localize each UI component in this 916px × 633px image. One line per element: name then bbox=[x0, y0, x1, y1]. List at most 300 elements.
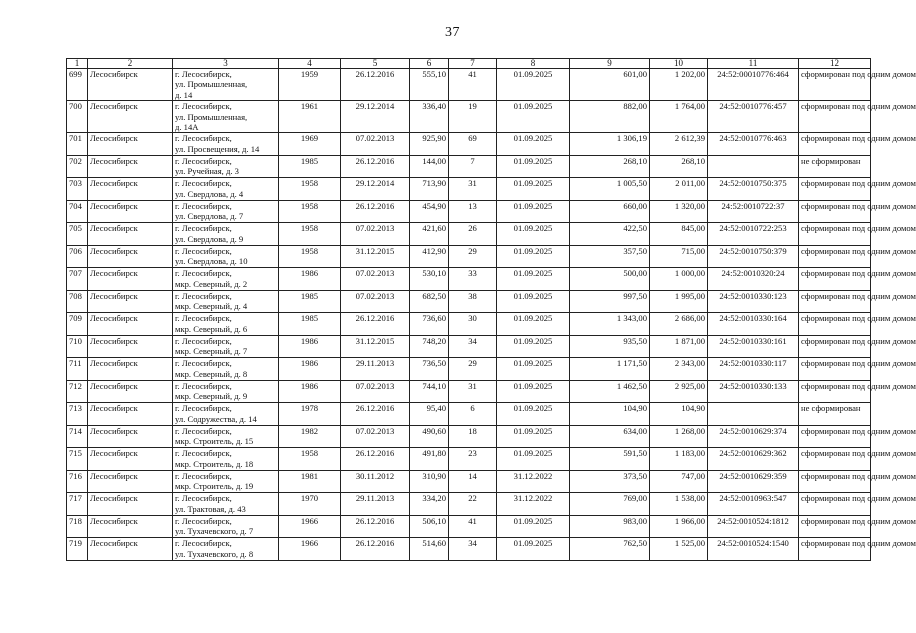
area-cell: 736,60 bbox=[410, 313, 449, 336]
value-cell: 1 268,00 bbox=[650, 425, 708, 448]
municipality-cell: Лесосибирск bbox=[88, 313, 173, 336]
address-cell bbox=[173, 101, 279, 133]
municipality-cell: Лесосибирск bbox=[88, 268, 173, 291]
value-cell: 983,00 bbox=[570, 515, 650, 538]
address-cell bbox=[173, 290, 279, 313]
due-date-cell: 01.09.2025 bbox=[497, 101, 570, 133]
address-line: ул. Свердлова, д. 10 bbox=[175, 256, 248, 267]
municipality-cell: Лесосибирск bbox=[88, 101, 173, 133]
address-cell bbox=[173, 200, 279, 223]
municipality-cell: Лесосибирск bbox=[88, 178, 173, 201]
date-cell: 07.02.2013 bbox=[341, 223, 410, 246]
address-line: г. Лесосибирск, bbox=[175, 448, 232, 459]
value-cell: 1 871,00 bbox=[650, 335, 708, 358]
count-cell: 26 bbox=[449, 223, 497, 246]
address-line: г. Лесосибирск, bbox=[175, 133, 232, 144]
row-number-cell: 718 bbox=[67, 515, 88, 538]
status-cell: сформирован под одним домом bbox=[799, 515, 871, 538]
row-number-cell: 699 bbox=[67, 69, 88, 101]
date-cell: 26.12.2016 bbox=[341, 313, 410, 336]
date-cell: 26.12.2016 bbox=[341, 200, 410, 223]
due-date-cell: 01.09.2025 bbox=[497, 223, 570, 246]
status-cell: сформирован под одним домом bbox=[799, 268, 871, 291]
count-cell: 14 bbox=[449, 470, 497, 493]
value-cell: 591,50 bbox=[570, 448, 650, 471]
address-cell bbox=[173, 358, 279, 381]
value-cell: 715,00 bbox=[650, 245, 708, 268]
year-cell: 1985 bbox=[279, 313, 341, 336]
column-header: 12 bbox=[799, 59, 871, 69]
count-cell: 31 bbox=[449, 380, 497, 403]
value-cell: 1 320,00 bbox=[650, 200, 708, 223]
table-row bbox=[67, 335, 871, 358]
status-cell: сформирован под одним домом bbox=[799, 380, 871, 403]
count-cell: 69 bbox=[449, 133, 497, 156]
status-cell: сформирован под одним домом bbox=[799, 538, 871, 561]
row-number-cell: 706 bbox=[67, 245, 88, 268]
year-cell: 1981 bbox=[279, 470, 341, 493]
address-line: г. Лесосибирск, bbox=[175, 515, 232, 526]
row-number-cell: 719 bbox=[67, 538, 88, 561]
table-row bbox=[67, 200, 871, 223]
count-cell: 34 bbox=[449, 335, 497, 358]
count-cell: 34 bbox=[449, 538, 497, 561]
due-date-cell: 01.09.2025 bbox=[497, 155, 570, 178]
due-date-cell: 01.09.2025 bbox=[497, 245, 570, 268]
table-row bbox=[67, 178, 871, 201]
column-header: 10 bbox=[650, 59, 708, 69]
address-line: г. Лесосибирск, bbox=[175, 425, 232, 436]
table-header bbox=[67, 59, 871, 69]
address-line: г. Лесосибирск, bbox=[175, 380, 232, 391]
row-number-cell: 707 bbox=[67, 268, 88, 291]
date-cell: 07.02.2013 bbox=[341, 268, 410, 291]
year-cell: 1966 bbox=[279, 515, 341, 538]
status-cell: сформирован под одним домом bbox=[799, 470, 871, 493]
column-header: 7 bbox=[449, 59, 497, 69]
municipality-cell: Лесосибирск bbox=[88, 493, 173, 516]
row-number-cell: 714 bbox=[67, 425, 88, 448]
column-header: 11 bbox=[708, 59, 799, 69]
cadastral-number-cell: 24:52:00010776:464 bbox=[708, 69, 799, 101]
address-line: ул. Свердлова, д. 7 bbox=[175, 211, 244, 222]
column-header: 3 bbox=[173, 59, 279, 69]
value-cell: 1 764,00 bbox=[650, 101, 708, 133]
date-cell: 26.12.2016 bbox=[341, 448, 410, 471]
area-cell: 334,20 bbox=[410, 493, 449, 516]
address-line: г. Лесосибирск, bbox=[175, 268, 232, 279]
year-cell: 1982 bbox=[279, 425, 341, 448]
count-cell: 29 bbox=[449, 358, 497, 381]
area-cell: 555,10 bbox=[410, 69, 449, 101]
row-number-cell: 709 bbox=[67, 313, 88, 336]
address-line: г. Лесосибирск, bbox=[175, 538, 232, 549]
value-cell: 601,00 bbox=[570, 69, 650, 101]
status-cell: сформирован под одним домом bbox=[799, 493, 871, 516]
municipality-cell: Лесосибирск bbox=[88, 448, 173, 471]
column-header: 1 bbox=[67, 59, 88, 69]
date-cell: 29.12.2014 bbox=[341, 178, 410, 201]
area-cell: 310,90 bbox=[410, 470, 449, 493]
table-row bbox=[67, 313, 871, 336]
cadastral-number-cell bbox=[708, 403, 799, 426]
address-line: мкр. Северный, д. 7 bbox=[175, 346, 248, 357]
address-cell bbox=[173, 448, 279, 471]
count-cell: 41 bbox=[449, 515, 497, 538]
area-cell: 95,40 bbox=[410, 403, 449, 426]
table-row bbox=[67, 380, 871, 403]
address-line: г. Лесосибирск, bbox=[175, 200, 232, 211]
count-cell: 23 bbox=[449, 448, 497, 471]
due-date-cell: 01.09.2025 bbox=[497, 69, 570, 101]
count-cell: 29 bbox=[449, 245, 497, 268]
address-line: г. Лесосибирск, bbox=[175, 493, 232, 504]
status-cell: сформирован под одним домом bbox=[799, 290, 871, 313]
municipality-cell: Лесосибирск bbox=[88, 538, 173, 561]
address-line: д. 14А bbox=[175, 122, 199, 133]
count-cell: 38 bbox=[449, 290, 497, 313]
date-cell: 31.12.2015 bbox=[341, 245, 410, 268]
table-row bbox=[67, 155, 871, 178]
cadastral-number-cell: 24:52:0010629:362 bbox=[708, 448, 799, 471]
cadastral-number-cell: 24:52:0010330:117 bbox=[708, 358, 799, 381]
date-cell: 26.12.2016 bbox=[341, 538, 410, 561]
column-header: 5 bbox=[341, 59, 410, 69]
date-cell: 07.02.2013 bbox=[341, 133, 410, 156]
cadastral-number-cell: 24:52:0010776:457 bbox=[708, 101, 799, 133]
status-cell: сформирован под одним домом bbox=[799, 200, 871, 223]
status-cell: сформирован под одним домом bbox=[799, 358, 871, 381]
value-cell: 2 011,00 bbox=[650, 178, 708, 201]
address-line: г. Лесосибирск, bbox=[175, 335, 232, 346]
municipality-cell: Лесосибирск bbox=[88, 223, 173, 246]
table-body bbox=[67, 69, 916, 561]
value-cell: 2 925,00 bbox=[650, 380, 708, 403]
value-cell: 1 171,50 bbox=[570, 358, 650, 381]
column-header: 8 bbox=[497, 59, 570, 69]
cadastral-number-cell: 24:52:0010524:1812 bbox=[708, 515, 799, 538]
address-line: мкр. Северный, д. 6 bbox=[175, 323, 248, 334]
page-number: 37 bbox=[445, 25, 460, 40]
status-cell: сформирован под одним домом bbox=[799, 223, 871, 246]
value-cell: 500,00 bbox=[570, 268, 650, 291]
year-cell: 1978 bbox=[279, 403, 341, 426]
status-cell: сформирован под одним домом bbox=[799, 245, 871, 268]
value-cell: 997,50 bbox=[570, 290, 650, 313]
due-date-cell: 01.09.2025 bbox=[497, 515, 570, 538]
table-row bbox=[67, 538, 871, 561]
area-cell: 736,50 bbox=[410, 358, 449, 381]
date-cell: 29.11.2013 bbox=[341, 493, 410, 516]
cadastral-number-cell: 24:52:0010330:161 bbox=[708, 335, 799, 358]
year-cell: 1958 bbox=[279, 448, 341, 471]
address-line: ул. Промышленная, bbox=[175, 79, 248, 90]
table-row bbox=[67, 133, 871, 156]
value-cell: 268,10 bbox=[570, 155, 650, 178]
municipality-cell: Лесосибирск bbox=[88, 245, 173, 268]
cadastral-number-cell: 24:52:0010722:37 bbox=[708, 200, 799, 223]
address-line: мкр. Северный, д. 9 bbox=[175, 391, 248, 402]
cadastral-number-cell: 24:52:0010776:463 bbox=[708, 133, 799, 156]
date-cell: 26.12.2016 bbox=[341, 403, 410, 426]
area-cell: 336,40 bbox=[410, 101, 449, 133]
area-cell: 144,00 bbox=[410, 155, 449, 178]
address-line: г. Лесосибирск, bbox=[175, 290, 232, 301]
value-cell: 762,50 bbox=[570, 538, 650, 561]
municipality-cell: Лесосибирск bbox=[88, 133, 173, 156]
date-cell: 07.02.2013 bbox=[341, 425, 410, 448]
row-number-cell: 716 bbox=[67, 470, 88, 493]
value-cell: 1 000,00 bbox=[650, 268, 708, 291]
date-cell: 29.11.2013 bbox=[341, 358, 410, 381]
value-cell: 104,90 bbox=[650, 403, 708, 426]
status-cell: сформирован под одним домом bbox=[799, 178, 871, 201]
table-row bbox=[67, 358, 871, 381]
address-line: ул. Свердлова, д. 4 bbox=[175, 188, 244, 199]
register-table bbox=[66, 58, 916, 561]
column-header: 6 bbox=[410, 59, 449, 69]
area-cell: 682,50 bbox=[410, 290, 449, 313]
address-cell bbox=[173, 538, 279, 561]
status-cell: сформирован под одним домом bbox=[799, 425, 871, 448]
value-cell: 1 343,00 bbox=[570, 313, 650, 336]
value-cell: 104,90 bbox=[570, 403, 650, 426]
value-cell: 2 686,00 bbox=[650, 313, 708, 336]
status-cell: сформирован под одним домом bbox=[799, 313, 871, 336]
date-cell: 31.12.2015 bbox=[341, 335, 410, 358]
cadastral-number-cell: 24:52:0010330:123 bbox=[708, 290, 799, 313]
address-line: г. Лесосибирск, bbox=[175, 470, 232, 481]
cadastral-number-cell: 24:52:0010524:1540 bbox=[708, 538, 799, 561]
address-line: мкр. Строитель, д. 19 bbox=[175, 481, 254, 492]
due-date-cell: 01.09.2025 bbox=[497, 403, 570, 426]
table-row bbox=[67, 448, 871, 471]
area-cell: 744,10 bbox=[410, 380, 449, 403]
date-cell: 30.11.2012 bbox=[341, 470, 410, 493]
address-cell bbox=[173, 178, 279, 201]
table-row bbox=[67, 493, 871, 516]
value-cell: 357,50 bbox=[570, 245, 650, 268]
table-row bbox=[67, 69, 871, 101]
table-row bbox=[67, 245, 871, 268]
value-cell: 660,00 bbox=[570, 200, 650, 223]
due-date-cell: 01.09.2025 bbox=[497, 538, 570, 561]
date-cell: 26.12.2016 bbox=[341, 515, 410, 538]
year-cell: 1958 bbox=[279, 223, 341, 246]
area-cell: 491,80 bbox=[410, 448, 449, 471]
address-cell bbox=[173, 403, 279, 426]
address-cell bbox=[173, 313, 279, 336]
value-cell: 1 995,00 bbox=[650, 290, 708, 313]
row-number-cell: 713 bbox=[67, 403, 88, 426]
year-cell: 1958 bbox=[279, 200, 341, 223]
address-line: г. Лесосибирск, bbox=[175, 358, 232, 369]
value-cell: 1 525,00 bbox=[650, 538, 708, 561]
area-cell: 925,90 bbox=[410, 133, 449, 156]
value-cell: 769,00 bbox=[570, 493, 650, 516]
row-number-cell: 700 bbox=[67, 101, 88, 133]
count-cell: 31 bbox=[449, 178, 497, 201]
municipality-cell: Лесосибирск bbox=[88, 425, 173, 448]
value-cell: 373,50 bbox=[570, 470, 650, 493]
address-line: мкр. Северный, д. 2 bbox=[175, 278, 248, 289]
year-cell: 1985 bbox=[279, 290, 341, 313]
municipality-cell: Лесосибирск bbox=[88, 290, 173, 313]
table-row bbox=[67, 403, 871, 426]
value-cell: 882,00 bbox=[570, 101, 650, 133]
year-cell: 1958 bbox=[279, 245, 341, 268]
address-line: г. Лесосибирск, bbox=[175, 223, 232, 234]
year-cell: 1986 bbox=[279, 358, 341, 381]
row-number-cell: 702 bbox=[67, 155, 88, 178]
date-cell: 26.12.2016 bbox=[341, 155, 410, 178]
due-date-cell: 01.09.2025 bbox=[497, 178, 570, 201]
row-number-cell: 703 bbox=[67, 178, 88, 201]
due-date-cell: 01.09.2025 bbox=[497, 425, 570, 448]
row-number-cell: 701 bbox=[67, 133, 88, 156]
value-cell: 1 202,00 bbox=[650, 69, 708, 101]
count-cell: 13 bbox=[449, 200, 497, 223]
address-line: г. Лесосибирск, bbox=[175, 155, 232, 166]
area-cell: 421,60 bbox=[410, 223, 449, 246]
address-line: мкр. Строитель, д. 18 bbox=[175, 458, 254, 469]
table-row bbox=[67, 268, 871, 291]
address-cell bbox=[173, 69, 279, 101]
date-cell: 07.02.2013 bbox=[341, 380, 410, 403]
row-number-cell: 705 bbox=[67, 223, 88, 246]
table-row bbox=[67, 223, 871, 246]
address-line: ул. Свердлова, д. 9 bbox=[175, 233, 244, 244]
municipality-cell: Лесосибирск bbox=[88, 470, 173, 493]
address-line: г. Лесосибирск, bbox=[175, 69, 232, 79]
due-date-cell: 01.09.2025 bbox=[497, 448, 570, 471]
row-number-cell: 712 bbox=[67, 380, 88, 403]
municipality-cell: Лесосибирск bbox=[88, 155, 173, 178]
value-cell: 845,00 bbox=[650, 223, 708, 246]
count-cell: 18 bbox=[449, 425, 497, 448]
status-cell: сформирован под одним домом bbox=[799, 101, 871, 133]
table-row bbox=[67, 290, 871, 313]
row-number-cell: 711 bbox=[67, 358, 88, 381]
status-cell: не сформирован bbox=[799, 403, 871, 426]
address-line: мкр. Северный, д. 8 bbox=[175, 368, 248, 379]
address-cell bbox=[173, 133, 279, 156]
row-number-cell: 708 bbox=[67, 290, 88, 313]
count-cell: 30 bbox=[449, 313, 497, 336]
area-cell: 454,90 bbox=[410, 200, 449, 223]
address-line: ул. Просвещения, д. 14 bbox=[175, 143, 260, 154]
count-cell: 6 bbox=[449, 403, 497, 426]
area-cell: 412,90 bbox=[410, 245, 449, 268]
table-row bbox=[67, 515, 871, 538]
count-cell: 19 bbox=[449, 101, 497, 133]
due-date-cell: 01.09.2025 bbox=[497, 335, 570, 358]
value-cell: 1 005,50 bbox=[570, 178, 650, 201]
area-cell: 490,60 bbox=[410, 425, 449, 448]
cadastral-number-cell: 24:52:0010750:379 bbox=[708, 245, 799, 268]
date-cell: 29.12.2014 bbox=[341, 101, 410, 133]
year-cell: 1969 bbox=[279, 133, 341, 156]
value-cell: 935,50 bbox=[570, 335, 650, 358]
due-date-cell: 01.09.2025 bbox=[497, 290, 570, 313]
municipality-cell: Лесосибирск bbox=[88, 69, 173, 101]
year-cell: 1985 bbox=[279, 155, 341, 178]
status-cell: сформирован под одним домом bbox=[799, 448, 871, 471]
cadastral-number-cell: 24:52:0010629:359 bbox=[708, 470, 799, 493]
year-cell: 1958 bbox=[279, 178, 341, 201]
due-date-cell: 01.09.2025 bbox=[497, 358, 570, 381]
value-cell: 422,50 bbox=[570, 223, 650, 246]
cadastral-number-cell: 24:52:0010722:253 bbox=[708, 223, 799, 246]
address-line: ул. Ручейная, д. 3 bbox=[175, 166, 239, 177]
due-date-cell: 01.09.2025 bbox=[497, 313, 570, 336]
value-cell: 634,00 bbox=[570, 425, 650, 448]
year-cell: 1966 bbox=[279, 538, 341, 561]
address-cell bbox=[173, 380, 279, 403]
municipality-cell: Лесосибирск bbox=[88, 358, 173, 381]
address-line: г. Лесосибирск, bbox=[175, 178, 232, 189]
due-date-cell: 01.09.2025 bbox=[497, 133, 570, 156]
status-cell: сформирован под одним домом bbox=[799, 133, 871, 156]
cadastral-number-cell: 24:52:0010750:375 bbox=[708, 178, 799, 201]
due-date-cell: 31.12.2022 bbox=[497, 493, 570, 516]
value-cell: 2 612,39 bbox=[650, 133, 708, 156]
year-cell: 1986 bbox=[279, 380, 341, 403]
address-line: ул. Тухачевского, д. 8 bbox=[175, 548, 254, 559]
address-line: мкр. Северный, д. 4 bbox=[175, 301, 248, 312]
cadastral-number-cell bbox=[708, 155, 799, 178]
cadastral-number-cell: 24:52:0010330:164 bbox=[708, 313, 799, 336]
count-cell: 22 bbox=[449, 493, 497, 516]
due-date-cell: 31.12.2022 bbox=[497, 470, 570, 493]
year-cell: 1970 bbox=[279, 493, 341, 516]
municipality-cell: Лесосибирск bbox=[88, 403, 173, 426]
municipality-cell: Лесосибирск bbox=[88, 515, 173, 538]
value-cell: 747,00 bbox=[650, 470, 708, 493]
address-line: ул. Промышленная, bbox=[175, 111, 248, 122]
year-cell: 1986 bbox=[279, 268, 341, 291]
address-line: г. Лесосибирск, bbox=[175, 313, 232, 324]
address-cell bbox=[173, 470, 279, 493]
row-number-cell: 715 bbox=[67, 448, 88, 471]
value-cell: 1 462,50 bbox=[570, 380, 650, 403]
date-cell: 26.12.2016 bbox=[341, 69, 410, 101]
value-cell: 1 966,00 bbox=[650, 515, 708, 538]
cadastral-number-cell: 24:52:0010963:547 bbox=[708, 493, 799, 516]
area-cell: 748,20 bbox=[410, 335, 449, 358]
row-number-cell: 717 bbox=[67, 493, 88, 516]
area-cell: 530,10 bbox=[410, 268, 449, 291]
cadastral-number-cell: 24:52:0010320:24 bbox=[708, 268, 799, 291]
municipality-cell: Лесосибирск bbox=[88, 335, 173, 358]
area-cell: 713,90 bbox=[410, 178, 449, 201]
table-row bbox=[67, 470, 871, 493]
row-number-cell: 704 bbox=[67, 200, 88, 223]
area-cell: 506,10 bbox=[410, 515, 449, 538]
status-cell: не сформирован bbox=[799, 155, 871, 178]
address-line: ул. Трактовая, д. 43 bbox=[175, 503, 246, 514]
address-line: д. 14 bbox=[175, 89, 193, 100]
value-cell: 268,10 bbox=[650, 155, 708, 178]
address-cell bbox=[173, 268, 279, 291]
address-line: ул. Содружества, д. 14 bbox=[175, 413, 257, 424]
address-cell bbox=[173, 155, 279, 178]
count-cell: 7 bbox=[449, 155, 497, 178]
address-cell bbox=[173, 223, 279, 246]
status-cell: сформирован под одним домом bbox=[799, 69, 871, 101]
column-header: 4 bbox=[279, 59, 341, 69]
address-cell bbox=[173, 493, 279, 516]
